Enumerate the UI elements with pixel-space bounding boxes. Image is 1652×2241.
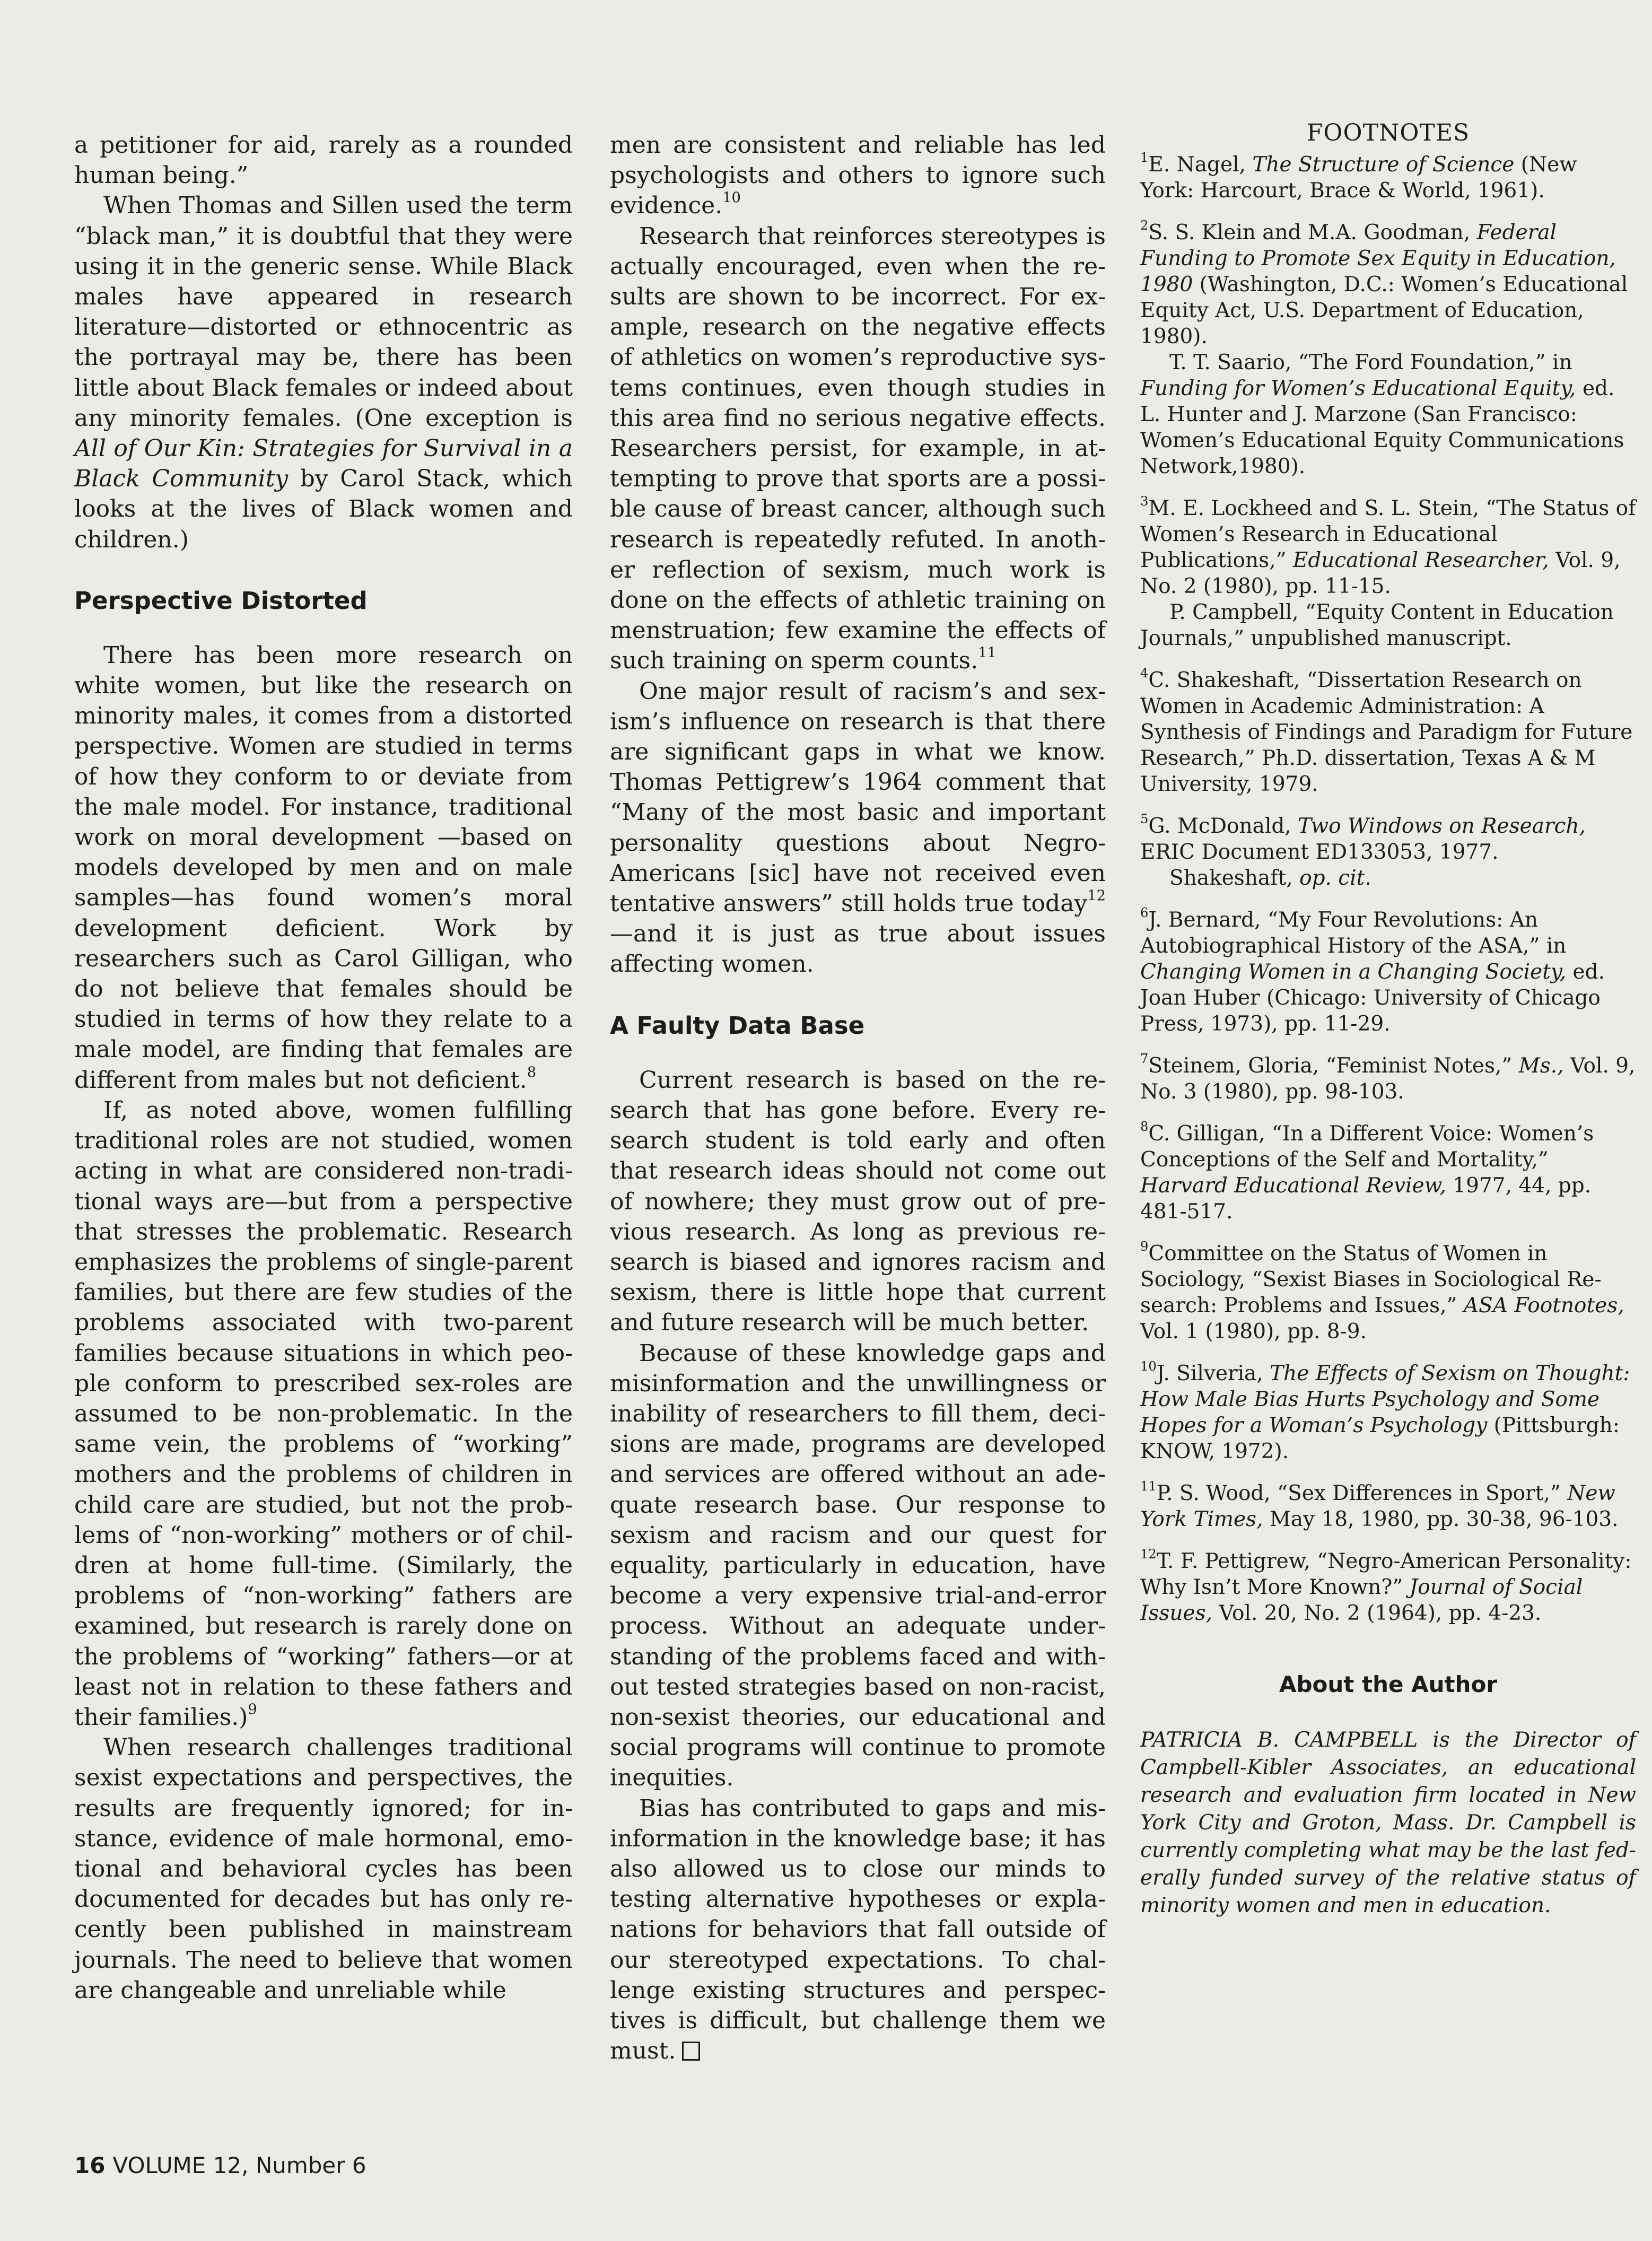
footnote-ref: 10	[722, 189, 741, 206]
section-heading: A Faulty Data Base	[610, 1011, 865, 1040]
footnote-ref: 9	[248, 1701, 257, 1718]
footnote-10: $^{10}$J. Silveria, The Effects of Sexism on Thought: How Male Bias Hurts Psychology and Some Hopes for a Woman’s Psychology (Pittsburgh: KNOW, 1972).	[1140, 1358, 1630, 1463]
column-3	[1140, 119, 1636, 1920]
paragraph: One major result of racism’s and sexism’s influence on research is that there are significant gaps in what we know. Thomas Pettigrew’s 1964 comment that “Many of the most basic and important personality questions about Negro-Americans [sic] have not received even tentative answers” still holds true today$^{12}$—and it is just as true about issues affecting women.	[610, 677, 1106, 978]
paragraph: Current research is based on the research that has gone before. Every research student is told early and often that research ideas should not come out of nowhere; they must grow out of previous research. As long as previous research is biased and ignores racism and sexism, there is little hope that current and future research will be much better.	[610, 1066, 1106, 1337]
footnote-11: $^{11}$P. S. Wood, “Sex Differences in Sport,” New York Times, May 18, 1980, pp. 30-38, 96-103.	[1140, 1478, 1619, 1531]
footnote-4: $^4$C. Shakeshaft, “Dissertation Research on Women in Academic Administration: A Synthesis of Findings and Paradigm for Future Research,” Ph.D. dissertation, Texas A & M University, 1979.	[1140, 665, 1633, 796]
book-title: All of Our Kin: Strategies for Survival in a Black Community	[74, 435, 573, 493]
footnote-1: $^1$E. Nagel, The Structure of Science (New York: Harcourt, Brace & World, 1961).	[1140, 150, 1577, 203]
footnote-3-continued: P. Campbell, “Equity Content in Education Journals,” unpublished manuscript.	[1140, 600, 1614, 650]
footnote-5: $^5$G. McDonald, Two Windows on Research, ERIC Document ED133053, 1977.	[1140, 811, 1586, 864]
footnote-3: $^3$M. E. Lockheed and S. L. Stein, “The Status of Women’s Research in Educational Publications,” Educational Researcher, Vol. 9, No. 2 (1980), pp. 11-15.	[1140, 493, 1636, 598]
paragraph: Bias has contributed to gaps and misinformation in the knowledge base; it has also allowed us to close our minds to testing alternative hypotheses or explanations for behaviors that fall outside of our stereotyped expectations. To challenge existing structures and perspectives is difficult, but challenge them we must.	[610, 1794, 1106, 2065]
issue-label: VOLUME 12, Number 6	[112, 2152, 366, 2178]
about-author-heading: About the Author	[1279, 1671, 1498, 1697]
page-folio	[74, 2152, 366, 2178]
paragraph: men are consistent and reliable has led psychologists and others to ignore such evidence.$^{10}$	[610, 132, 1106, 220]
column-2	[610, 130, 1106, 2066]
footnote-9: $^9$Committee on the Status of Women in Sociology, “Sexist Biases in Sociological Research: Problems and Issues,” ASA Footnotes, Vol. 1 (1980), pp. 8-9.	[1140, 1239, 1624, 1344]
footnote-ref: 11	[978, 645, 997, 661]
footnote-2: $^2$S. S. Klein and M.A. Goodman, Federal Funding to Promote Sex Equity in Education, 1980 (Washington, D.C.: Women’s Educational Equity Act, U.S. Department of Education, 1980).	[1140, 217, 1628, 348]
paragraph: Research that reinforces stereotypes is actually encouraged, even when the results are shown to be incorrect. For example, research on the negative effects of athletics on women’s reproductive systems continues, even though studies in this area find no serious negative effects. Researchers persist, for example, in attempting to prove that sports are a possible cause of breast cancer, although such research is repeatedly refuted. In another reflection of sexism, much work is done on the effects of athletic training on menstruation; few examine the effects of such training on sperm counts.$^{11}$	[610, 222, 1106, 675]
page-number: 16	[74, 2152, 106, 2178]
paragraph: Because of these knowledge gaps and misinformation and the unwillingness or inability of researchers to fill them, decisions are made, programs are developed and services are offered without an adequate research base. Our response to sexism and racism and our quest for equality, particularly in education, have become a very expensive trial-and-error process. Without an adequate understanding of the problems faced and without tested strategies based on non-racist, non-sexist theories, our educational and social programs will continue to promote inequities.	[610, 1339, 1106, 1792]
paragraph: There has been more research on white women, but like the research on minority males, it comes from a distorted perspective. Women are studied in terms of how they conform to or deviate from the male model. For instance, traditional work on moral development —based on models developed by men and on male samples—has found women’s moral development deficient. Work by researchers such as Carol Gilligan, who do not believe that females should be studied in terms of how they relate to a male model, are finding that females are different from males but not deficient.$^8$	[74, 641, 573, 1094]
footnote-6: $^6$J. Bernard, “My Four Revolutions: An Autobiographical History of the ASA,” in Changing Women in a Changing Society, ed. Joan Huber (Chicago: University of Chicago Press, 1973), pp. 11-29.	[1140, 905, 1605, 1036]
paragraph: When Thomas and Sillen used the term “black man,” it is doubtful that they were using it in the generic sense. While Black males have appeared in research literature—distorted or ethnocentric as the portrayal may be, there has been little about Black females or indeed about any minority females. (One exception is All of Our Kin: Strategies for Survival in a Black Community by Carol Stack, which looks at the lives of Black women and children.)	[74, 192, 573, 553]
footnote-ref: 8	[527, 1064, 537, 1081]
section-heading: Perspective Distorted	[74, 586, 368, 615]
paragraph: If, as noted above, women fulfilling traditional roles are not studied, women acting in what are considered non-traditional ways are—but from a perspective that stresses the problematic. Research emphasizes the problems of single-parent families, but there are few studies of the problems associated with two-parent families because situations in which people conform to prescribed sex-roles are assumed to be non-problematic. In the same vein, the problems of “working” mothers and the problems of children in child care are studied, but not the problems of “non-working” mothers or of children at home full-time. (Similarly, the problems of “non-working” fathers are examined, but research is rarely done on the problems of “working” fathers—or at least not in relation to these fathers and their families.)$^9$	[74, 1096, 573, 1731]
footnote-2-continued: T. T. Saario, “The Ford Foundation,” in Funding for Women’s Educational Equity, ed. L. Hunter and J. Marzone (San Francisco: Women’s Educational Equity Communications Network,1980).	[1140, 351, 1624, 478]
author-bio: PATRICIA B. CAMPBELL is the Director of Campbell-Kibler Associates, an educational research and evaluation firm located in New York City and Groton, Mass. Dr. Campbell is currently completing what may be the last federally funded survey of the relative status of minority women and men in education.	[1140, 1728, 1636, 1917]
footnote-7: $^7$Steinem, Gloria, “Feminist Notes,” Ms., Vol. 9, No. 3 (1980), pp. 98-103.	[1140, 1051, 1636, 1104]
footnotes-title: FOOTNOTES	[1306, 119, 1470, 146]
column-1	[74, 130, 573, 2005]
footnote-5-continued: Shakeshaft, op. cit.	[1169, 866, 1371, 890]
footnote-8: $^8$C. Gilligan, “In a Different Voice: Women’s Conceptions of the Self and Mortality,” Harvard Educational Review, 1977, 44, pp. 481-517.	[1140, 1119, 1594, 1224]
end-mark-icon	[682, 2042, 700, 2061]
paragraph: a petitioner for aid, rarely as a rounded human being.”	[74, 132, 573, 189]
footnote-ref: 12	[1087, 887, 1106, 904]
paragraph: When research challenges traditional sexist expectations and perspectives, the results are frequently ignored; for instance, evidence of male hormonal, emotional and behavioral cycles has been documented for decades but has only recently been published in mainstream journals. The need to believe that women are changeable and unreliable while	[74, 1734, 573, 2004]
footnote-12: $^{12}$T. F. Pettigrew, “Negro-American Personality: Why Isn’t More Known?” Journal of Social Issues, Vol. 20, No. 2 (1964), pp. 4-23.	[1140, 1546, 1632, 1625]
